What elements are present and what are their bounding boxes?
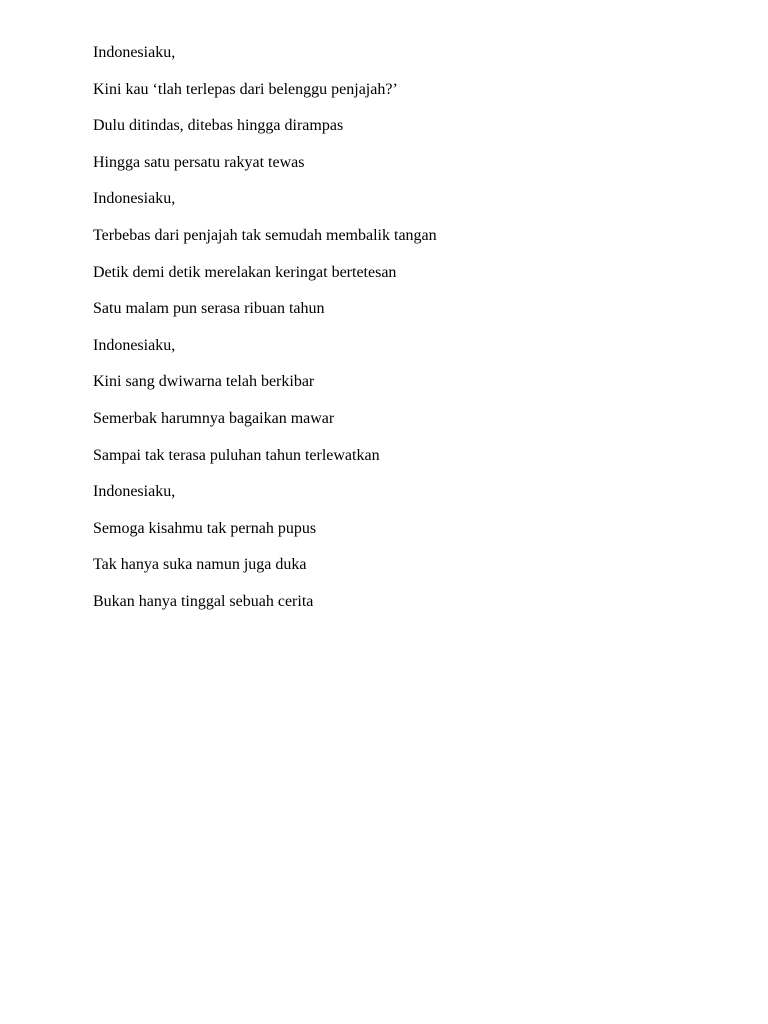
poem-line: Sampai tak terasa puluhan tahun terlewatkan	[93, 446, 380, 464]
poem-line: Bukan hanya tinggal sebuah cerita	[93, 592, 314, 610]
poem-line: Satu malam pun serasa ribuan tahun	[93, 300, 325, 318]
poem-line: Detik demi detik merelakan keringat bertetesan	[93, 263, 397, 281]
poem-line: Kini kau ‘tlah terlepas dari belenggu penjajah?’	[93, 80, 398, 98]
poem-line: Indonesiaku,	[93, 190, 176, 208]
poem-line: Indonesiaku,	[93, 483, 176, 501]
poem-line: Kini sang dwiwarna telah berkibar	[93, 373, 315, 391]
poem-line: Hingga satu persatu rakyat tewas	[93, 153, 305, 171]
poem-line: Indonesiaku,	[93, 336, 176, 354]
poem-body	[93, 42, 437, 628]
poem-line: Semoga kisahmu tak pernah pupus	[93, 519, 317, 537]
poem-line: Terbebas dari penjajah tak semudah membalik tangan	[93, 226, 437, 244]
poem-line: Semerbak harumnya bagaikan mawar	[93, 409, 335, 427]
poem-line: Indonesiaku,	[93, 44, 176, 61]
poem-line: Dulu ditindas, ditebas hingga dirampas	[93, 117, 344, 135]
poem-line: Tak hanya suka namun juga duka	[93, 556, 307, 574]
